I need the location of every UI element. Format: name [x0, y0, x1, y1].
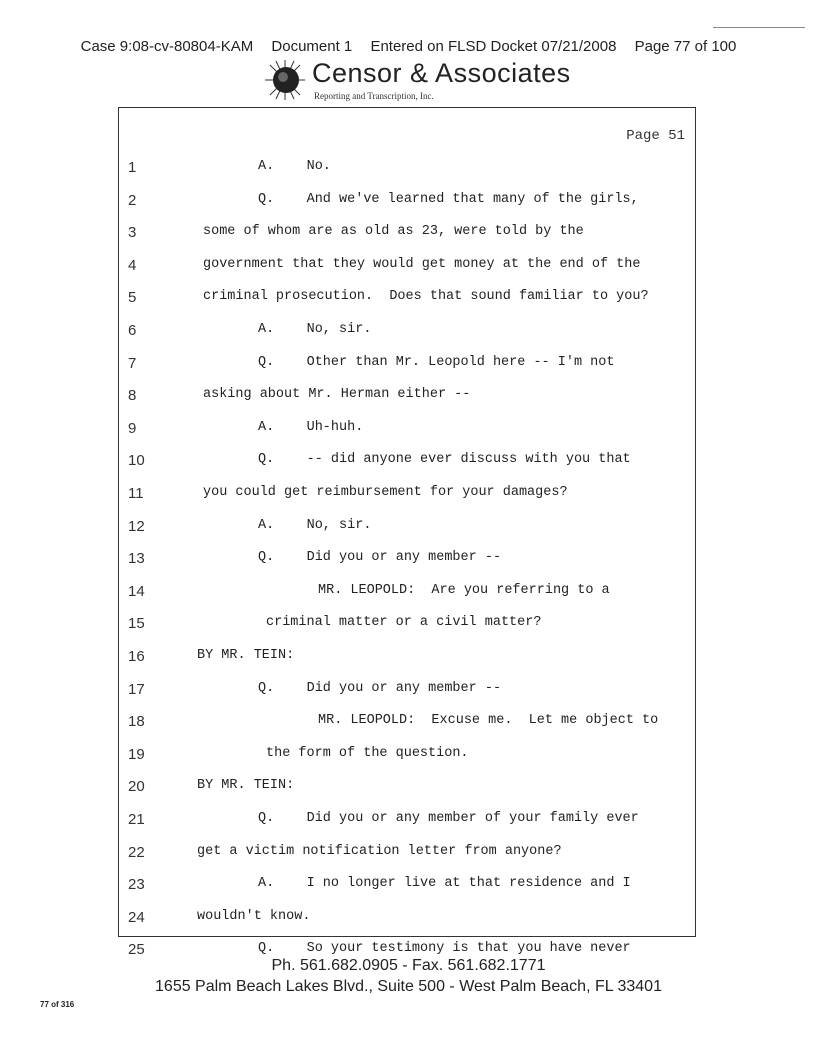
- transcript-line: [0, 778, 817, 798]
- docket-entry: Entered on FLSD Docket 07/21/2008: [370, 38, 617, 55]
- line-text: Q. And we've learned that many of the girls,: [258, 191, 639, 207]
- line-text: Q. Did you or any member of your family ever: [258, 811, 639, 826]
- transcript-line: [0, 192, 817, 212]
- line-text: Q. Other than Mr. Leopold here -- I'm not: [258, 354, 615, 370]
- line-number: 19: [128, 745, 145, 763]
- line-number: 20: [128, 778, 145, 796]
- line-text: Q. Did you or any member --: [258, 550, 502, 566]
- transcript-line: [0, 713, 817, 733]
- line-number: 17: [128, 680, 145, 698]
- transcript-line: [0, 387, 817, 407]
- line-number: 23: [128, 876, 145, 894]
- transcript-line: [0, 159, 817, 179]
- footer-address: 1655 Palm Beach Lakes Blvd., Suite 500 - West Palm Beach, FL 33401: [155, 978, 662, 995]
- line-number: 3: [128, 224, 137, 242]
- transcript-line: [0, 615, 817, 635]
- logo-globe-icon: [262, 58, 308, 102]
- line-number: 22: [128, 843, 145, 861]
- line-number: 10: [128, 452, 145, 470]
- line-text: some of whom are as old as 23, were told by the: [203, 224, 584, 240]
- transcript-line: [0, 224, 817, 244]
- line-text: criminal prosecution. Does that sound familiar to you?: [203, 289, 649, 305]
- line-text: A. I no longer live at that residence and I: [258, 876, 631, 892]
- top-rule: [713, 27, 805, 28]
- line-number: 13: [128, 550, 145, 568]
- transcript-line: [0, 518, 817, 538]
- document-number: Document 1: [271, 38, 353, 55]
- company-name: Censor & Associates: [312, 58, 571, 88]
- transcript-line: [0, 583, 817, 603]
- line-number: 25: [128, 941, 145, 959]
- line-text: get a victim notification letter from anyone?: [197, 843, 562, 859]
- line-number: 4: [128, 256, 137, 274]
- transcript-page-label: Page 51: [626, 128, 685, 144]
- line-text: BY MR. TEIN:: [197, 648, 295, 663]
- line-number: 2: [128, 191, 137, 209]
- line-number: 5: [128, 289, 137, 307]
- line-number: 14: [128, 582, 145, 600]
- transcript-line: [0, 452, 817, 472]
- transcript-line: [0, 420, 817, 440]
- line-text: A. Uh-huh.: [258, 419, 364, 435]
- docket-page: Page 77 of 100: [634, 38, 737, 55]
- transcript-line: [0, 909, 817, 929]
- line-text: wouldn't know.: [197, 908, 311, 924]
- line-text: MR. LEOPOLD: Excuse me. Let me object to: [318, 713, 659, 729]
- transcript-line: [0, 289, 817, 309]
- line-text: BY MR. TEIN:: [197, 778, 295, 794]
- line-text: MR. LEOPOLD: Are you referring to a: [318, 582, 610, 598]
- line-text: Q. -- did anyone ever discuss with you that: [258, 452, 631, 468]
- line-number: 18: [128, 713, 145, 731]
- line-number: 8: [128, 387, 137, 405]
- line-text: A. No, sir.: [258, 322, 372, 337]
- line-text: A. No.: [258, 159, 331, 174]
- transcript-line: [0, 257, 817, 277]
- footer-phone: Ph. 561.682.0905 - Fax. 561.682.1771: [271, 957, 546, 974]
- company-tagline: Reporting and Transcription, Inc.: [314, 91, 434, 101]
- transcript-line: [0, 485, 817, 505]
- line-text: A. No, sir.: [258, 517, 372, 533]
- line-number: 6: [128, 322, 137, 339]
- company-logo: [262, 56, 571, 104]
- line-text: criminal matter or a civil matter?: [266, 615, 542, 631]
- line-number: 15: [128, 615, 145, 633]
- transcript-line: [0, 322, 817, 342]
- transcript-line: [0, 648, 817, 668]
- line-text: government that they would get money at the end of the: [203, 256, 641, 272]
- transcript-line: [0, 746, 817, 766]
- line-number: 16: [128, 648, 145, 665]
- transcript-line: [0, 550, 817, 570]
- transcript-line: [0, 876, 817, 896]
- line-number: 11: [128, 485, 144, 502]
- line-text: asking about Mr. Herman either --: [203, 387, 471, 403]
- transcript-line: [0, 681, 817, 701]
- page-count: 77 of 316: [40, 1000, 75, 1009]
- transcript-line: [0, 355, 817, 375]
- transcript-line: [0, 844, 817, 864]
- line-number: 7: [128, 354, 137, 372]
- line-number: 12: [128, 517, 145, 535]
- transcript-line: [0, 811, 817, 831]
- line-text: Q. So your testimony is that you have never: [258, 941, 631, 957]
- case-number: Case 9:08-cv-80804-KAM: [80, 38, 254, 55]
- line-text: the form of the question.: [266, 745, 469, 761]
- line-number: 24: [128, 908, 145, 926]
- line-text: you could get reimbursement for your damages?: [203, 485, 568, 500]
- docket-header: [0, 38, 817, 55]
- line-number: 9: [128, 419, 137, 437]
- line-number: 21: [128, 811, 145, 828]
- line-text: Q. Did you or any member --: [258, 680, 502, 696]
- line-number: 1: [128, 159, 137, 176]
